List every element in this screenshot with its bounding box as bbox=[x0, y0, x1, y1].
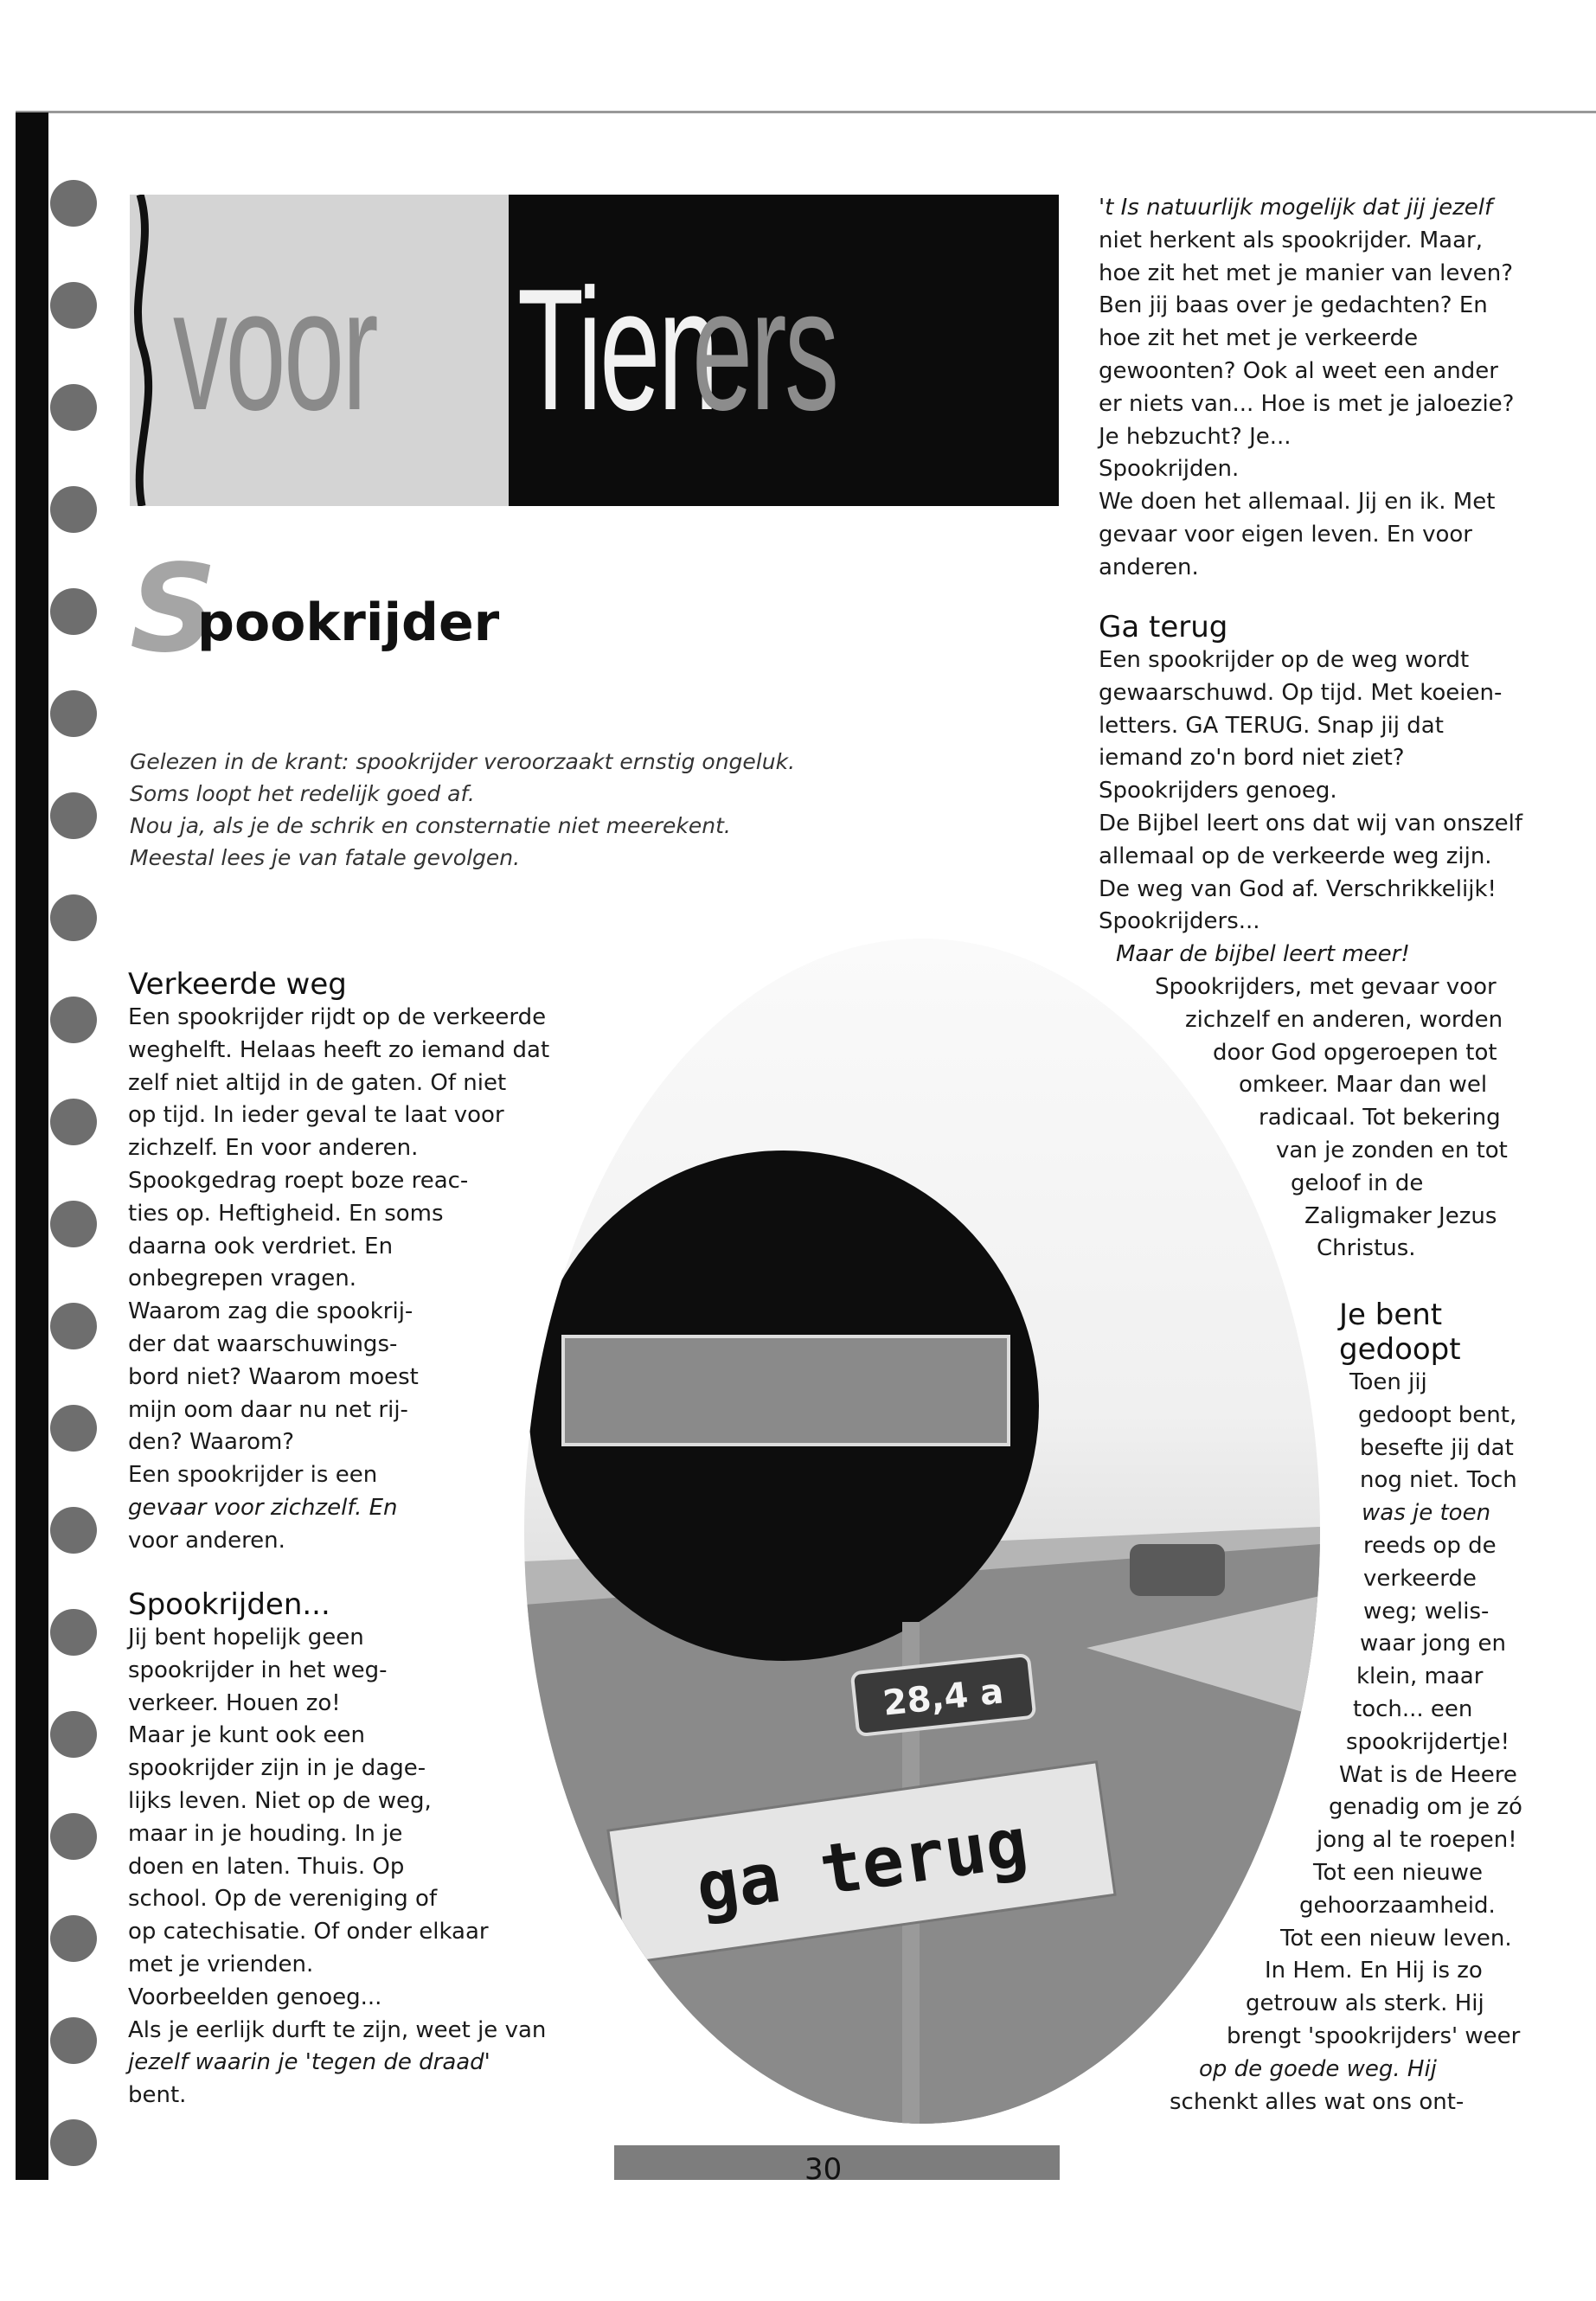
body-line: er niets van... Hoe is met je jaloezie? bbox=[1099, 390, 1515, 417]
body-line: Een spookrijder is een bbox=[128, 1462, 378, 1489]
body-line: bent. bbox=[128, 2082, 187, 2109]
body-line: Zaligmaker Jezus bbox=[1304, 1202, 1497, 1229]
body-line: Spookgedrag roept boze reac- bbox=[128, 1167, 469, 1194]
body-line: gevaar voor eigen leven. En voor bbox=[1099, 521, 1472, 548]
body-line: spookrijdertje! bbox=[1346, 1728, 1510, 1755]
binder-hole bbox=[50, 2017, 97, 2064]
body-line: waar jong en bbox=[1360, 1631, 1506, 1657]
body-line: Christus. bbox=[1317, 1235, 1416, 1262]
body-line: letters. GA TERUG. Snap jij dat bbox=[1099, 712, 1444, 739]
body-line: Voorbeelden genoeg... bbox=[128, 1984, 382, 2010]
body-line: Een spookrijder op de weg wordt bbox=[1099, 647, 1470, 673]
heading-spookrijden: Spookrijden... bbox=[128, 1587, 330, 1622]
body-line: niet herkent als spookrijder. Maar, bbox=[1099, 227, 1483, 253]
body-line: Spookrijders, met gevaar voor bbox=[1155, 973, 1497, 1000]
body-line: Tot een nieuw leven. bbox=[1280, 1925, 1512, 1952]
body-line: Jij bent hopelijk geen bbox=[128, 1625, 364, 1650]
intro-line: Meestal lees je van fatale gevolgen. bbox=[130, 845, 521, 870]
body-line: radicaal. Tot bekering bbox=[1259, 1105, 1501, 1131]
body-line: hoe zit het met je verkeerde bbox=[1099, 325, 1419, 352]
body-line: spookrijder zijn in je dage- bbox=[128, 1755, 426, 1782]
title-initial: S bbox=[130, 539, 217, 680]
body-line: onbegrepen vragen. bbox=[128, 1266, 356, 1292]
body-line: gevaar voor zichzelf. En bbox=[128, 1494, 398, 1521]
binder-hole bbox=[50, 1507, 97, 1554]
body-line: gehoorzaamheid. bbox=[1299, 1892, 1496, 1919]
binder-hole bbox=[50, 997, 97, 1043]
distance-plate-text: 28,4 a bbox=[881, 1671, 1006, 1724]
body-line: geloof in de bbox=[1291, 1170, 1424, 1196]
right-column-intro bbox=[1099, 192, 1514, 585]
body-line: Waarom zag die spookrij- bbox=[128, 1298, 413, 1325]
binder-hole bbox=[50, 1711, 97, 1758]
body-line: reeds op de bbox=[1363, 1532, 1497, 1559]
intro-line: Nou ja, als je de schrik en consternatie niet meerekent. bbox=[130, 813, 731, 838]
body-line: van je zonden en tot bbox=[1276, 1137, 1508, 1163]
body-line: Tot een nieuwe bbox=[1313, 1859, 1484, 1886]
body-line: gewaarschuwd. Op tijd. Met koeien- bbox=[1099, 679, 1503, 706]
intro-text bbox=[130, 746, 839, 874]
binder-hole bbox=[50, 282, 97, 329]
body-line: daarna ook verdriet. En bbox=[128, 1233, 394, 1259]
body-line: weg; welis- bbox=[1363, 1598, 1490, 1625]
body-line: der dat waarschuwings- bbox=[128, 1330, 398, 1357]
body-line: lijks leven. Niet op de weg, bbox=[128, 1787, 432, 1814]
heading-verkeerde-weg: Verkeerde weg bbox=[128, 967, 347, 1002]
body-line: Toen jij bbox=[1349, 1369, 1427, 1395]
body-line: jong al te roepen! bbox=[1317, 1827, 1517, 1854]
binder-hole bbox=[50, 486, 97, 533]
masthead-ers: ers bbox=[692, 253, 837, 446]
body-line: jezelf waarin je 'tegen de draad' bbox=[128, 2049, 490, 2076]
section-je-bent-gedoopt bbox=[1339, 1298, 1461, 1367]
masthead-tien: Tien bbox=[517, 253, 717, 446]
body-line: weghelft. Helaas heeft zo iemand dat bbox=[128, 1036, 550, 1063]
body-line: school. Op de vereniging of bbox=[128, 1886, 438, 1913]
ga-terug-sign-text: ga terug bbox=[691, 1802, 1033, 1929]
binder-hole bbox=[50, 1609, 97, 1656]
binder-hole bbox=[50, 1915, 97, 1962]
binder-hole bbox=[50, 2119, 97, 2166]
body-line: ties op. Heftigheid. En soms bbox=[128, 1200, 444, 1227]
body-line: omkeer. Maar dan wel bbox=[1239, 1072, 1488, 1099]
body-line: anderen. bbox=[1099, 554, 1199, 580]
body-line: Je hebzucht? Je... bbox=[1099, 423, 1292, 450]
masthead-wave-ornament bbox=[130, 195, 164, 506]
binder-hole bbox=[50, 180, 97, 227]
binder-hole bbox=[50, 690, 97, 737]
body-line: allemaal op de verkeerde weg zijn. bbox=[1099, 843, 1492, 869]
body-line: De weg van God af. Verschrikkelijk! bbox=[1099, 875, 1497, 902]
body-line: gedoopt bent, bbox=[1358, 1401, 1517, 1428]
body-line: 't Is natuurlijk mogelijk dat jij jezelf bbox=[1099, 195, 1493, 221]
page-title: pookrijder bbox=[197, 593, 500, 653]
body-line: met je vrienden. bbox=[128, 1951, 314, 1977]
binder-hole bbox=[50, 384, 97, 431]
body-line: toch... een bbox=[1353, 1695, 1473, 1722]
body-line: door God opgeroepen tot bbox=[1213, 1039, 1497, 1066]
body-line: maar in je houding. In je bbox=[128, 1820, 403, 1847]
body-line: was je toen bbox=[1362, 1500, 1491, 1527]
binder-hole bbox=[50, 1303, 97, 1349]
body-line: op catechisatie. Of onder elkaar bbox=[128, 1919, 489, 1945]
binder-hole bbox=[50, 1813, 97, 1860]
heading-gedoopt: gedoopt bbox=[1339, 1332, 1461, 1367]
body-line: voor anderen. bbox=[128, 1527, 285, 1554]
body-line: hoe zit het met je manier van leven? bbox=[1099, 260, 1514, 286]
section-ga-terug bbox=[1099, 610, 1522, 1266]
section-verkeerde-weg bbox=[128, 967, 549, 1558]
body-line: zichzelf. En voor anderen. bbox=[128, 1135, 419, 1162]
body-line: Maar de bijbel leert meer! bbox=[1116, 941, 1410, 968]
body-line: getrouw als sterk. Hij bbox=[1246, 1990, 1484, 2017]
body-line: verkeerde bbox=[1363, 1565, 1477, 1592]
body-line: Wat is de Heere bbox=[1339, 1761, 1517, 1788]
body-line: iemand zo'n bord niet ziet? bbox=[1099, 745, 1405, 772]
binder-hole bbox=[50, 588, 97, 635]
body-line: mijn oom daar nu net rij- bbox=[128, 1396, 408, 1423]
body-line: zichzelf en anderen, worden bbox=[1185, 1006, 1503, 1033]
body-line: bord niet? Waarom moest bbox=[128, 1363, 419, 1390]
heading-ga-terug: Ga terug bbox=[1099, 610, 1228, 644]
body-line: brengt 'spookrijders' weer bbox=[1227, 2022, 1521, 2049]
intro-line: Gelezen in de krant: spookrijder veroorzaakt ernstig ongeluk. bbox=[130, 749, 796, 774]
section-spookrijden bbox=[128, 1587, 546, 2112]
top-rule bbox=[16, 111, 1596, 113]
body-line: De Bijbel leert ons dat wij van onszelf bbox=[1099, 810, 1523, 836]
body-line: op de goede weg. Hij bbox=[1199, 2055, 1437, 2082]
body-line: nog niet. Toch bbox=[1360, 1467, 1517, 1494]
binder-hole bbox=[50, 1405, 97, 1452]
body-line: Spookrijden. bbox=[1099, 456, 1240, 483]
body-line: doen en laten. Thuis. Op bbox=[128, 1853, 405, 1880]
body-line: Een spookrijder rijdt op de verkeerde bbox=[128, 1004, 547, 1030]
heading-je-bent: Je bent bbox=[1339, 1298, 1443, 1332]
body-line: zelf niet altijd in de gaten. Of niet bbox=[128, 1069, 507, 1096]
binder-hole bbox=[50, 1099, 97, 1145]
binder-hole bbox=[50, 792, 97, 839]
body-line: Ben jij baas over je gedachten? En bbox=[1099, 292, 1488, 319]
masthead-voor: voor bbox=[173, 253, 377, 446]
body-line: klein, maar bbox=[1356, 1663, 1484, 1690]
body-line: Spookrijders genoeg. bbox=[1099, 778, 1337, 804]
body-line: Maar je kunt ook een bbox=[128, 1722, 366, 1749]
body-line: Als je eerlijk durft te zijn, weet je van bbox=[128, 2016, 547, 2043]
body-line: We doen het allemaal. Jij en ik. Met bbox=[1099, 489, 1496, 516]
page-number: 30 bbox=[804, 2152, 843, 2187]
section-je-bent-gedoopt-body bbox=[1038, 1367, 1540, 2118]
body-line: gewoonten? Ook al weet een ander bbox=[1099, 357, 1498, 384]
body-line: besefte jij dat bbox=[1360, 1434, 1514, 1461]
body-line: genadig om je zó bbox=[1329, 1794, 1522, 1821]
binder-hole bbox=[50, 894, 97, 941]
body-line: spookrijder in het weg- bbox=[128, 1657, 388, 1683]
body-line: Spookrijders... bbox=[1099, 908, 1260, 935]
body-line: In Hem. En Hij is zo bbox=[1265, 1958, 1483, 1984]
binding-spine bbox=[16, 112, 48, 2180]
body-line: op tijd. In ieder geval te laat voor bbox=[128, 1102, 504, 1129]
binder-hole bbox=[50, 1201, 97, 1247]
body-line: den? Waarom? bbox=[128, 1429, 295, 1456]
body-line: schenkt alles wat ons ont- bbox=[1170, 2088, 1465, 2115]
body-line: verkeer. Houen zo! bbox=[128, 1689, 341, 1716]
intro-line: Soms loopt het redelijk goed af. bbox=[130, 781, 475, 806]
